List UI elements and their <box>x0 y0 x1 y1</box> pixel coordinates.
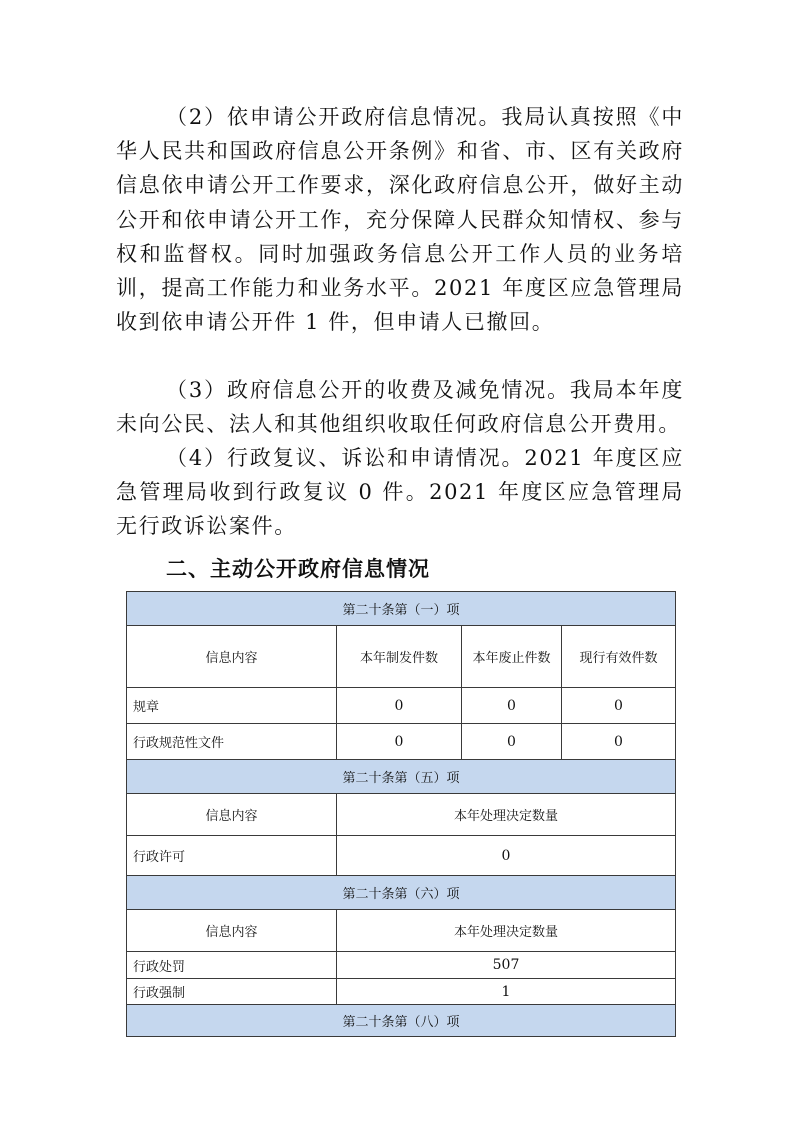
section-row-20-6 <box>127 876 676 910</box>
section-title-20-6: 第二十条第（六）项 <box>127 876 676 910</box>
table-row <box>127 688 676 724</box>
row-label: 行政许可 <box>127 836 337 876</box>
value-cell: 0 <box>562 688 676 724</box>
table-row <box>127 952 676 979</box>
table-row <box>127 979 676 1005</box>
row-label: 行政处罚 <box>127 952 337 979</box>
row-label: 行政强制 <box>127 979 337 1005</box>
table-row <box>127 724 676 760</box>
section-title-20-1: 第二十条第（一）项 <box>127 592 676 626</box>
table-row <box>127 836 676 876</box>
header-cell: 信息内容 <box>127 794 337 836</box>
section-row-20-8 <box>127 1005 676 1037</box>
paragraph-review-litigation: （4）行政复议、诉讼和申请情况。2021 年度区应急管理局收到行政复议 0 件。2021 年度区应急管理局无行政诉讼案件。 <box>116 446 684 539</box>
row-label: 行政规范性文件 <box>127 724 337 760</box>
section-row-20-5 <box>127 760 676 794</box>
value-cell: 0 <box>462 724 562 760</box>
value-cell: 0 <box>337 724 462 760</box>
header-cell: 信息内容 <box>127 910 337 952</box>
header-cell: 本年处理决定数量 <box>337 910 676 952</box>
value-cell: 0 <box>462 688 562 724</box>
section-heading: 二、主动公开政府信息情况 <box>166 557 430 581</box>
header-row-20-5 <box>127 794 676 836</box>
value-cell: 507 <box>337 952 676 979</box>
row-label: 规章 <box>127 688 337 724</box>
disclosure-table <box>126 591 676 1037</box>
header-cell: 本年制发件数 <box>337 626 462 688</box>
section-row-20-1 <box>127 592 676 626</box>
section-title-20-5: 第二十条第（五）项 <box>127 760 676 794</box>
header-cell: 现行有效件数 <box>562 626 676 688</box>
header-cell: 本年废止件数 <box>462 626 562 688</box>
value-cell: 0 <box>337 836 676 876</box>
header-row-20-1 <box>127 626 676 688</box>
header-row-20-6 <box>127 910 676 952</box>
section-title-20-8: 第二十条第（八）项 <box>127 1005 676 1037</box>
paragraph-application-disclosure: （2）依申请公开政府信息情况。我局认真按照《中华人民共和国政府信息公开条例》和省、市、区有关政府信息依申请公开工作要求，深化政府信息公开，做好主动公开和依申请公开工作，充分保障人民群众知情权、参与权和监督权。同时加强政务信息公开工作人员的业务培训，提高工作能力和业务水平。2021 年度区应急管理局收到依申请公开件 1 件，但申请人已撤回。 <box>116 105 684 335</box>
header-cell: 信息内容 <box>127 626 337 688</box>
value-cell: 1 <box>337 979 676 1005</box>
header-cell: 本年处理决定数量 <box>337 794 676 836</box>
value-cell: 0 <box>562 724 676 760</box>
value-cell: 0 <box>337 688 462 724</box>
paragraph-fees: （3）政府信息公开的收费及减免情况。我局本年度未向公民、法人和其他组织收取任何政府信息公开费用。 <box>116 378 684 437</box>
